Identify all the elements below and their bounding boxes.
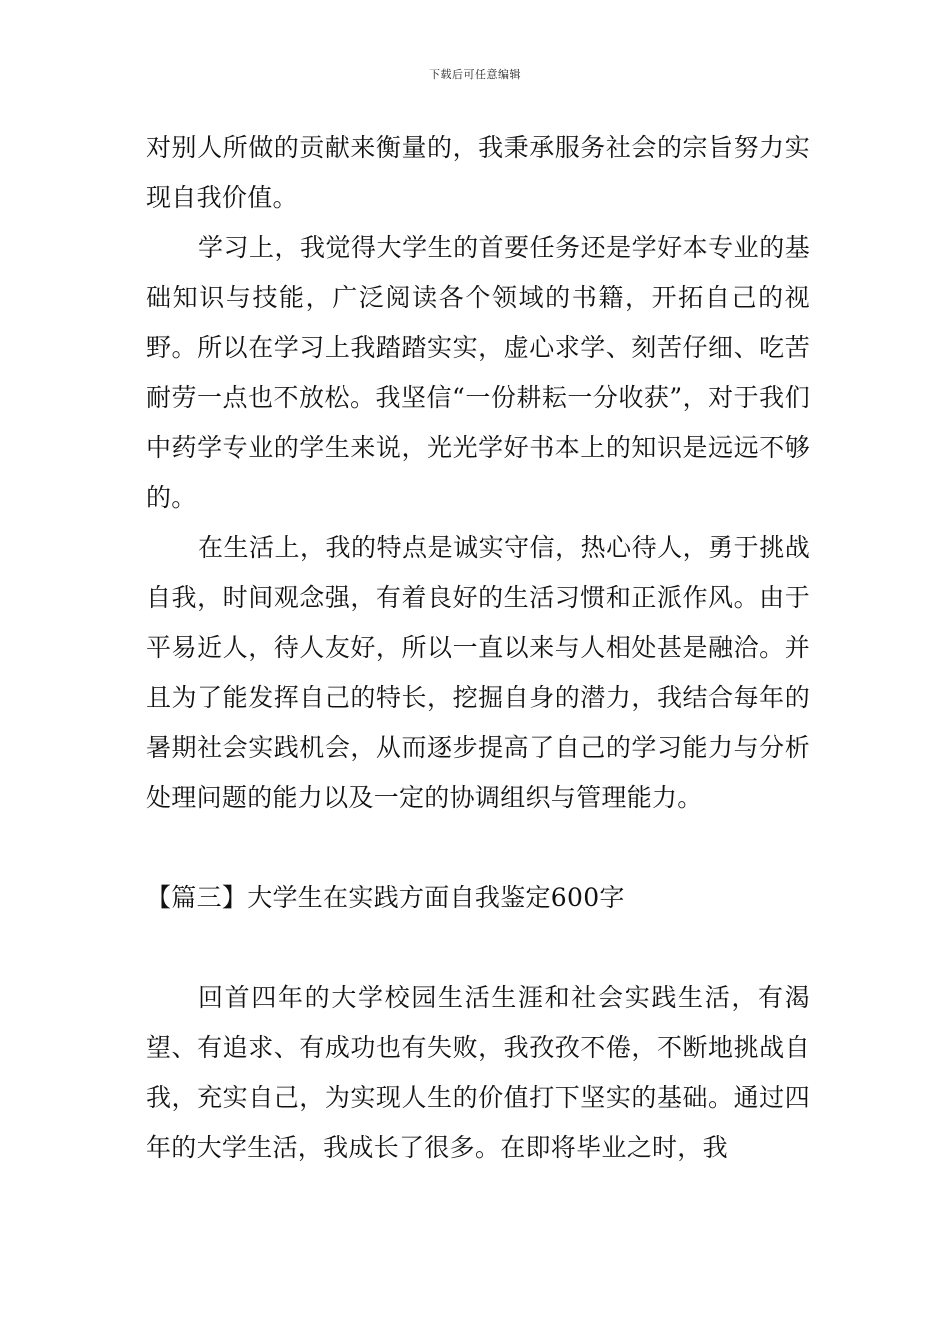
paragraph-life: 在生活上，我的特点是诚实守信，热心待人，勇于挑战自我，时间观念强，有着良好的生活习惯和正派作风。由于平易近人，待人友好，所以一直以来与人相处甚是融洽。并且为了能发挥自己的特长，挖掘自身的潜力，我结合每年的暑期社会实践机会，从而逐步提高了自己的学习能力与分析处理问题的能力以及一定的协调组织与管理能力。 <box>146 533 810 812</box>
page-header-note: 下载后可任意编辑 <box>429 68 521 81</box>
paragraph-continuation: 对别人所做的贡献来衡量的，我秉承服务社会的宗旨努力实现自我价值。 <box>146 133 810 212</box>
paragraph-reflection: 回首四年的大学校园生活生涯和社会实践生活，有渴望、有追求、有成功也有失败，我孜孜不倦，不断地挑战自我，充实自己，为实现人生的价值打下坚实的基础。通过四年的大学生活，我成长了很多。在即将毕业之时，我 <box>146 983 810 1162</box>
spacer <box>146 923 810 973</box>
section-heading: 【篇三】大学生在实践方面自我鉴定600字 <box>146 883 625 912</box>
document-body <box>146 123 810 1173</box>
spacer <box>146 823 810 873</box>
paragraph-study: 学习上，我觉得大学生的首要任务还是学好本专业的基础知识与技能，广泛阅读各个领域的书籍，开拓自己的视野。所以在学习上我踏踏实实，虚心求学、刻苦仔细、吃苦耐劳一点也不放松。我坚信“一份耕耘一分收获”，对于我们中药学专业的学生来说，光光学好书本上的知识是远远不够的。 <box>146 233 810 512</box>
